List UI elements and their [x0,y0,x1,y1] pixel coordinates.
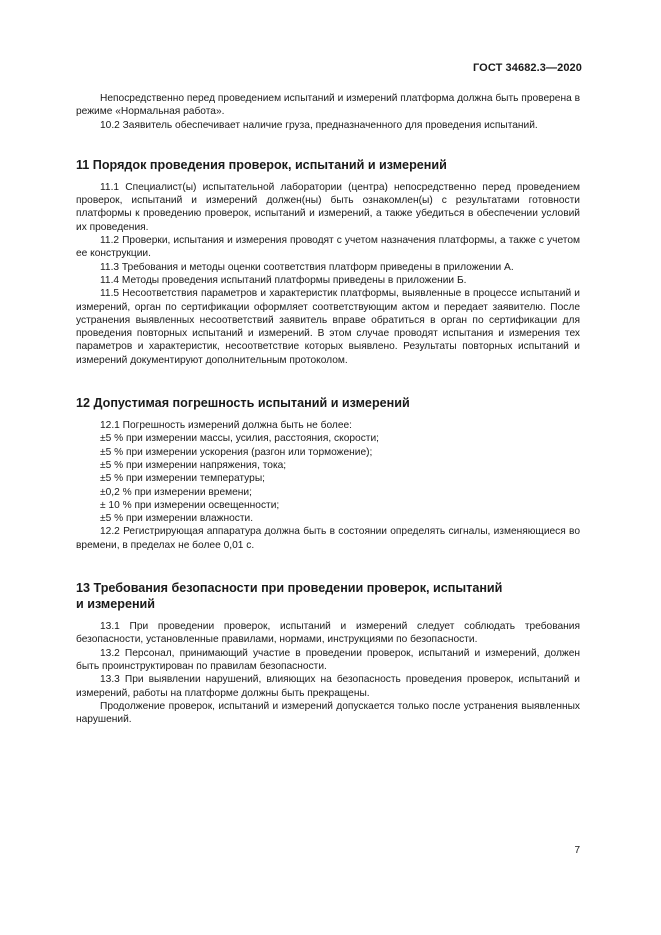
paragraph: 11.1 Специалист(ы) испытательной лаборатории (центра) непосредственно перед проведением проверок, испытаний и измерений должен(ны) быть ознакомлен(ы) с результатами готовности платформы к проведению проверок, испытаний и измерений, а также убедиться в обеспечении условий их проведения. [76,181,580,233]
paragraph: Продолжение проверок, испытаний и измерений допускается только после устранения выявленных нарушений. [76,700,580,726]
document-id: ГОСТ 34682.3—2020 [472,62,582,74]
section-title-line-2: и измерений [76,597,156,612]
paragraph: 10.2 Заявитель обеспечивает наличие груза, предназначенного для проведения испытаний. [100,119,538,131]
paragraph: 11.5 Несоответствия параметров и характеристик платформы, выявленные в процессе испытаний и измерений, орган по сертификации оформляет соответствующим актом и передает заявителю. После устранения выявленных несоответствий заявитель вправе обратиться в орган по сертификации для проведения повторных испытаний и измерений. В этом случае проводят испытания и измерения тех параметров и характеристик, несоответствие которых выявлено. Результаты повторных испытаний и измерений документируют дополнительным протоколом. [76,288,580,366]
paragraph: 12.2 Регистрирующая аппаратура должна быть в состоянии определять сигналы, изменяющиеся во времени, в пределах не более 0,01 с. [76,526,580,551]
list-item: ± 10 % при измерении освещенности; [100,499,280,511]
paragraph: 13.1 При проведении проверок, испытаний и измерений следует соблюдать требования безопасности, установленные правилами, нормами, инструкциями по безопасности. [76,621,580,646]
page-number: 7 [574,845,580,856]
list-item: ±5 % при измерении влажности. [100,513,254,525]
paragraph: 12.1 Погрешность измерений должна быть не более: [100,420,352,432]
section-title: 11 Порядок проведения проверок, испытаний и измерений [76,157,447,172]
section-heading [76,157,580,173]
section-heading [76,395,580,411]
section-heading [76,580,580,612]
list-item: ±5 % при измерении ускорения (разгон или торможение); [100,446,373,458]
section-title: 12 Допустимая погрешность испытаний и измерений [76,396,410,411]
list-item: ±0,2 % при измерении времени; [100,486,252,498]
document-body [76,92,580,726]
paragraph: 13.3 При выявлении нарушений, влияющих на безопасность проведения проверок, испытаний и измерений, работы на платформе должны быть прекращены. [76,674,580,699]
paragraph: Непосредственно перед проведением испытаний и измерений платформа должна быть проверена в режиме «Нормальная работа». [76,93,580,118]
section-title-line-1: 13 Требования безопасности при проведении проверок, испытаний [76,581,503,596]
paragraph: 11.2 Проверки, испытания и измерения проводят с учетом назначения платформы, а также с учетом ее конструкции. [76,235,580,260]
list-item: ±5 % при измерении напряжения, тока; [100,459,287,471]
paragraph: 11.3 Требования и методы оценки соответствия платформ приведены в приложении А. [100,261,514,273]
paragraph: 13.2 Персонал, принимающий участие в проведении проверок, испытаний и измерений, должен быть проинструктирован по правилам безопасности. [76,647,580,672]
list-item: ±5 % при измерении массы, усилия, расстояния, скорости; [100,433,379,445]
list-item: ±5 % при измерении температуры; [100,473,265,485]
paragraph: 11.4 Методы проведения испытаний платформы приведены в приложении Б. [100,274,467,286]
